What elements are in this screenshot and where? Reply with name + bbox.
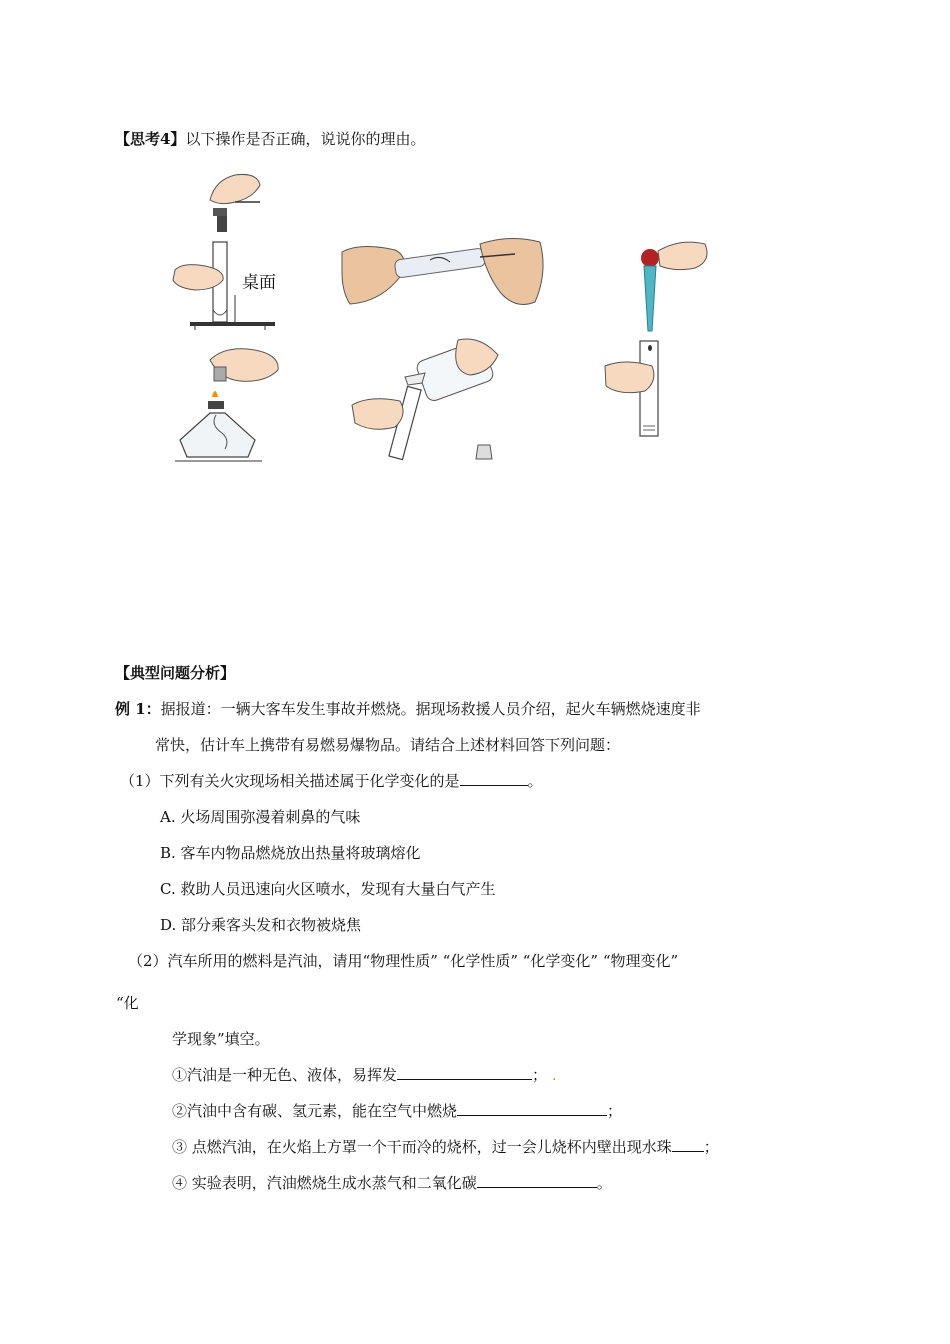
example1-line1 (115, 698, 701, 719)
fill-item-1-blank[interactable] (397, 1065, 532, 1080)
think4-line (115, 128, 425, 149)
fill-item-4-text: ④ 实验表明，汽油燃烧生成水蒸气和二氧化碳 (172, 1174, 477, 1192)
figure-pouring-liquid (350, 335, 510, 465)
option-b: B. 客车内物品燃烧放出热量将玻璃熔化 (160, 844, 421, 862)
figure-tube-heating-hands (340, 232, 550, 312)
fill-item-2-end: ； (607, 1102, 623, 1120)
fill-item-3-end: ； (703, 1138, 719, 1156)
fill-item-2-blank[interactable] (457, 1101, 607, 1116)
think4-label: 【思考4】 (115, 130, 186, 148)
option-c: C. 救助人员迅速向火区喷水，发现有大量白气产生 (160, 880, 496, 898)
question-2-line2: “化 (116, 994, 139, 1012)
fill-item-3-text: ③ 点燃汽油，在火焰上方罩一个干而冷的烧杯，过一会儿烧杯内壁出现水珠 (172, 1138, 672, 1156)
question-1 (120, 770, 543, 791)
option-d: D. 部分乘客头发和衣物被烧焦 (160, 916, 362, 934)
figure-dropper-tube (600, 236, 720, 441)
example1-line2: 常快，估计车上携带有易燃易爆物品。请结合上述材料回答下列问题： (155, 736, 621, 754)
figure-stopper-insertion (165, 170, 285, 330)
fill-item-2 (172, 1100, 622, 1121)
question-1-text: （1）下列有关火灾现场相关描述属于化学变化的是 (120, 772, 460, 790)
fill-item-4 (172, 1172, 612, 1193)
typical-heading: 【典型问题分析】 (115, 664, 236, 682)
example1-label: 例 1： (115, 700, 161, 718)
question-2-line1: （2）汽车所用的燃料是汽油，请用“物理性质” “化学性质” “化学变化” “物理变化” (128, 952, 679, 970)
fill-item-1 (172, 1064, 557, 1085)
stray-dot: . (551, 1066, 557, 1084)
think4-text: 以下操作是否正确，说说你的理由。 (185, 130, 426, 148)
option-a: A. 火场周围弥漫着刺鼻的气味 (160, 808, 361, 826)
question-1-blank[interactable] (460, 771, 528, 786)
fill-item-4-blank[interactable] (477, 1173, 597, 1188)
fill-item-3 (172, 1136, 719, 1157)
figure-alcohol-lamp (170, 345, 290, 465)
example1-text1: 据报道：一辆大客车发生事故并燃烧。据现场救援人员介绍，起火车辆燃烧速度非 (160, 700, 701, 718)
table-label: 桌面 (242, 273, 276, 293)
fill-item-2-text: ②汽油中含有碳、氢元素，能在空气中燃烧 (172, 1102, 458, 1120)
fill-item-1-end: ； (532, 1066, 548, 1084)
fill-item-4-end: 。 (596, 1174, 612, 1192)
question-2-line3: 学现象”填空。 (172, 1030, 270, 1048)
fill-item-1-text: ①汽油是一种无色、液体，易挥发 (172, 1066, 398, 1084)
fill-item-3-blank[interactable] (672, 1137, 704, 1152)
question-1-end: 。 (527, 772, 543, 790)
